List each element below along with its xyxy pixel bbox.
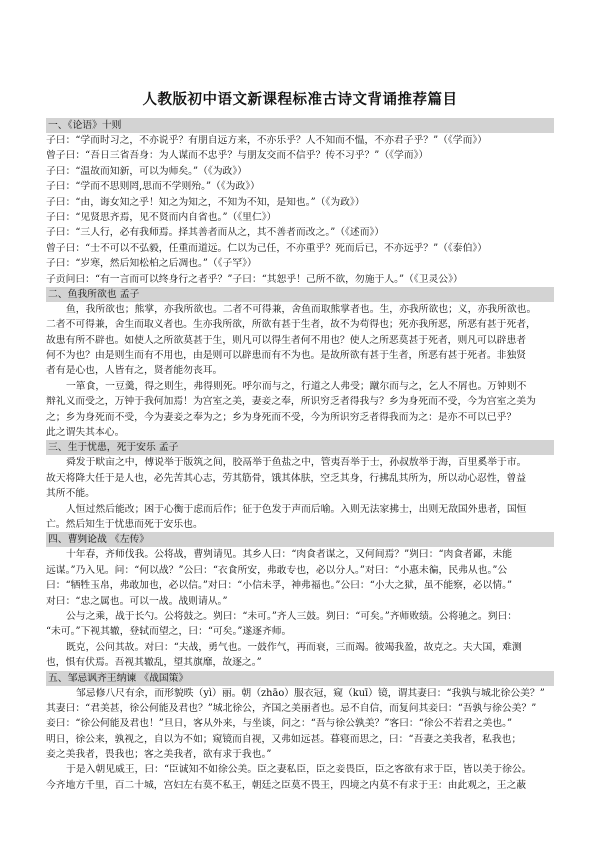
section-lunyu [46,118,554,287]
text-line: 既克，公问其故。对曰：“夫战，勇气也。一鼓作气，再而衰，三而竭。彼竭我盈，故克之。夫大国，难测 [66,641,522,653]
section-heading: 五、邹忌讽齐王纳谏 《战国策》 [46,671,554,686]
text-line: 子贡问曰：“有一言而可以终身行之者乎？”子曰：“其恕乎！己所不欲，勿施于人。”（《卫灵公》） [46,273,463,285]
section-zou-ji-feng-qi-wang [46,671,554,794]
text-line: 故天将降大任于是人也，必先苦其心志，劳其筋骨，饿其体肤，空乏其身，行拂乱其所为，所以动心忍性，曾益 [46,472,527,484]
text-line: 辩礼义而受之，万钟于我何加焉！为宫室之美，妻妾之奉，所识穷乏者得我与？乡为身死而不受，今为宫室之美为 [46,396,536,408]
text-line: 对曰：“忠之属也。可以一战。战则请从。” [46,595,228,607]
text-line: “未可。”下视其辙，登轼而望之，曰：“可矣。”遂逐齐师。 [46,626,292,638]
text-line: 舜发于畎亩之中，傅说举于版筑之间，胶鬲举于鱼盐之中，管夷吾举于士，孙叔敖举于海，百里奚举于市。 [66,457,527,469]
text-line: 也，惧有伏焉。吾视其辙乱，望其旗靡，故逐之。” [46,657,262,669]
section-heading: 三、生于忧患，死于安乐 孟子 [46,440,554,455]
text-line: 远谋。”乃入见。问：“何以战？”公曰：“衣食所安，弗敢专也，必以分人。”对曰：“小惠未徧，民弗从也。”公 [46,564,508,576]
section-yu-wo-suo-yu [46,287,554,441]
text-line: 亡。然后知生于忧患而死于安乐也。 [46,518,203,530]
text-line: 一箪食，一豆羹，得之则生，弗得则死。呼尔而与之，行道之人弗受；蹴尔而与之，乞人不屑也。万钟则不 [66,380,527,392]
text-line: 其妻曰：“君美甚，徐公何能及君也？”城北徐公，齐国之美丽者也。忌不自信，而复问其妾曰：“吾孰与徐公美？” [46,702,537,714]
text-line: 曰：“牺牲玉帛，弗敢加也，必以信。”对曰：“小信未孚，神弗福也。”公曰：“小大之狱，虽不能察，必以情。” [46,580,513,592]
text-line: 于是入朝见威王，曰：“臣诚知不如徐公美。臣之妻私臣，臣之妾畏臣，臣之客欲有求于臣，皆以美于徐公。 [66,764,532,776]
section-heading: 一、《论语》十则 [46,118,554,133]
text-line: 子曰：“由，诲女知之乎！知之为知之，不知为不知，是知也。”（《为政》） [46,196,365,208]
text-line: 子曰：“温故而知新，可以为师矣。”（《为政》） [46,165,248,177]
text-line: 子曰：“学而不思则罔,思而不学则殆。”（《为政》） [46,181,260,193]
text-line: 二者不可得兼，舍生而取义者也。生亦我所欲，所欲有甚于生者，故不为苟得也；死亦我所恶，所恶有甚于死者， [46,319,536,331]
text-line: 故患有所不辟也。如使人之所欲莫甚于生，则凡可以得生者何不用也？使人之所恶莫甚于死者，则凡可以辟患者 [46,334,527,346]
text-line: 邹忌修八尺有余，而形貌昳（yì）丽。朝（zhāo）服衣冠，窥（kuī）镜，谓其妻曰：“我孰与城北徐公美？” [76,687,545,699]
text-line: 鱼，我所欲也；熊掌，亦我所欲也。二者不可得兼，舍鱼而取熊掌者也。生，亦我所欲也；义，亦我所欲也。 [66,303,537,315]
text-line: 此之谓失其本心。 [46,427,125,439]
section-heading: 四、曹刿论战 《左传》 [46,532,554,547]
section-cao-gui-lun-zhan [46,532,554,670]
text-line: 曾子曰：“士不可以不弘毅，任重而道远。仁以为己任，不亦重乎？死而后已，不亦远乎？”（《泰伯》） [46,242,488,254]
text-line: 子曰：“见贤思齐焉，见不贤而内自省也。”（《里仁》） [46,211,277,223]
text-line: 何不为也？由是则生而有不用也，由是则可以辟患而有不为也。是故所欲有甚于生者，所恶有甚于死者。非独贤 [46,350,527,362]
text-line: 明日，徐公来，孰视之，自以为不如；窥镜而自视，又弗如远甚。暮寝而思之，曰：“吾妻之美我者，私我也； [46,733,522,745]
text-line: 者有是心也，人皆有之，贤者能勿丧耳。 [46,365,223,377]
section-sheng-yu-you-huan [46,440,554,532]
text-line: 公与之乘，战于长勺。公将鼓之。刿曰：“未可。”齐人三鼓。刿曰：“可矣。”齐师败绩。公将驰之。刿曰： [66,610,518,622]
text-line: 子曰：“岁寒，然后知松柏之后凋也。”（《子罕》） [46,258,257,270]
section-heading: 二、鱼我所欲也 孟子 [46,287,554,302]
text-line: 其所不能。 [46,488,95,500]
page-title: 人教版初中语文新课程标准古诗文背诵推荐篇目 [142,92,458,108]
text-line: 子曰：“三人行，必有我师焉。择其善者而从之，其不善者而改之。”（《述而》） [46,227,385,239]
text-line: 十年春，齐师伐我。公将战，曹刿请见。其乡人曰：“肉食者谋之，又何间焉？”刿曰：“肉食者鄙，未能 [66,549,513,561]
text-line: 曾子曰：“吾日三省吾身：为人谋而不忠乎？与朋友交而不信乎？传不习乎？”（《学而》） [46,150,429,162]
text-line: 人恒过然后能改；困于心衡于虑而后作；征于色发于声而后喻。入则无法家拂士，出则无敌国外患者，国恒 [66,503,527,515]
text-line: 妾曰：“徐公何能及君也！”旦日，客从外来，与坐谈，问之：“吾与徐公孰美？”客曰：“徐公不若君之美也。” [46,718,513,730]
text-line: 之；乡为身死而不受，今为妻妾之奉为之；乡为身死而不受，今为所识穷乏者得我而为之：是亦不可以已乎？ [46,411,517,423]
text-line: 妾之美我者，畏我也；客之美我者，欲有求于我也。” [46,749,272,761]
text-line: 子曰：“学而时习之，不亦说乎？有朋自远方来，不亦乐乎？人不知而不愠，不亦君子乎？”（《学而》） [46,135,488,146]
text-line: 今齐地方千里，百二十城，宫妇左右莫不私王，朝廷之臣莫不畏王，四境之内莫不有求于王：由此观之，王之蔽 [46,779,527,791]
